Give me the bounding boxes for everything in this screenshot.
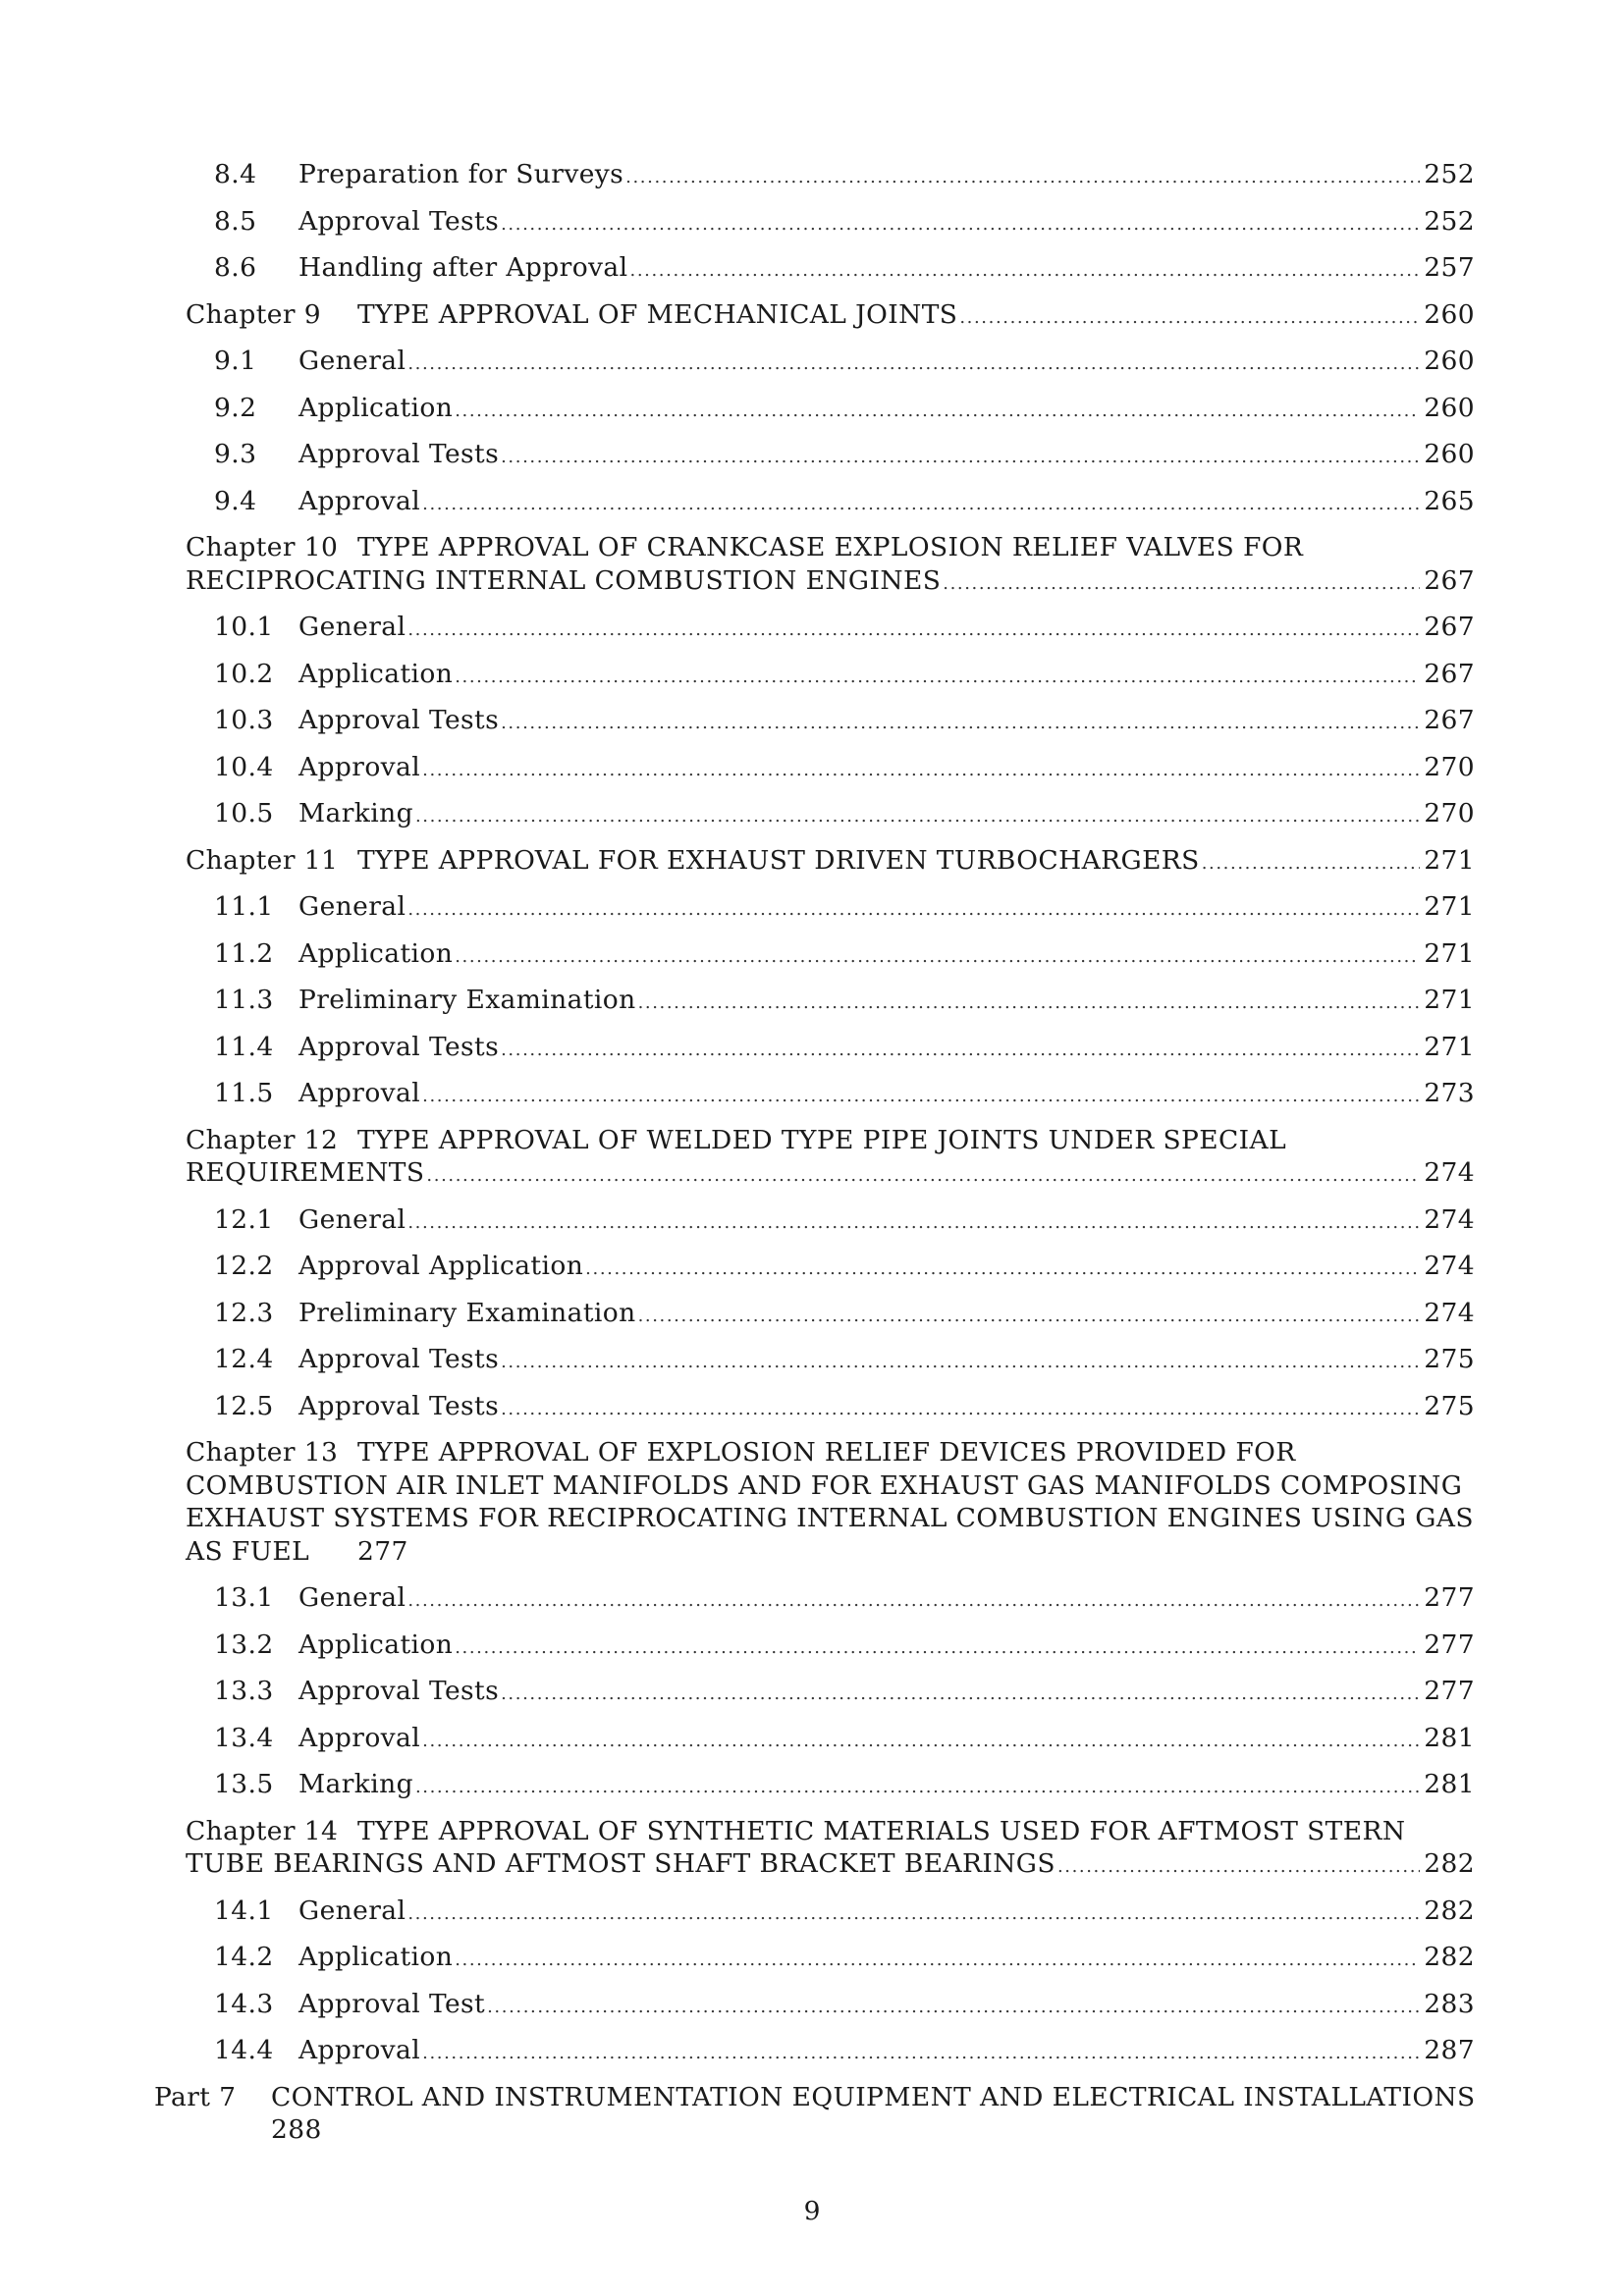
- dot-leader: [422, 751, 1420, 790]
- toc-entry[interactable]: [214, 608, 1475, 647]
- toc-entry-page: 265: [1424, 485, 1475, 516]
- toc-entry[interactable]: [186, 1153, 1475, 1193]
- toc-entry-title: Preparation for Surveys: [298, 159, 624, 189]
- toc-entry-number: 10.3: [214, 705, 274, 735]
- toc-entry[interactable]: [214, 1201, 1475, 1240]
- toc-entry[interactable]: [214, 1985, 1475, 2024]
- toc-entry-page: 275: [1424, 1344, 1475, 1374]
- toc-entry-page: 270: [1424, 798, 1475, 828]
- dot-leader: [422, 1077, 1420, 1116]
- toc-entry-page: 281: [1424, 1722, 1475, 1753]
- toc-entry[interactable]: [214, 1294, 1475, 1333]
- toc-entry-title: Marking: [298, 1769, 413, 1799]
- toc-entry-page: 275: [1424, 1390, 1475, 1421]
- toc-entry[interactable]: [214, 701, 1475, 740]
- toc-entry[interactable]: [214, 202, 1475, 241]
- toc-entry-page: 288: [271, 2114, 322, 2145]
- dot-leader: [407, 611, 1420, 650]
- toc-entry-number: 10.2: [214, 658, 274, 689]
- toc-entry[interactable]: [214, 2031, 1475, 2070]
- dot-leader: [455, 1941, 1420, 1980]
- toc-entry-title: General: [298, 1895, 406, 1926]
- dot-leader: [630, 251, 1421, 291]
- toc-entry-page: 274: [1424, 1157, 1475, 1188]
- toc-entry-number: 12.2: [214, 1251, 274, 1281]
- toc-entry-title: COMBUSTION AIR INLET MANIFOLDS AND FOR EXHAUST GAS MANIFOLDS COMPOSING: [186, 1469, 1463, 1501]
- toc-entry-page: 271: [1424, 937, 1475, 969]
- toc-entry-title: Approval Test: [298, 1988, 486, 2019]
- dot-leader: [426, 1156, 1420, 1196]
- toc-entry-title: TUBE BEARINGS AND AFTMOST SHAFT BRACKET BEARINGS: [186, 1848, 1056, 1879]
- toc-entry-title: RECIPROCATING INTERNAL COMBUSTION ENGINES: [186, 564, 942, 596]
- toc-entry-number: 8.4: [214, 159, 257, 189]
- toc-entry-title: Approval: [298, 485, 421, 516]
- toc-entry-page: 282: [1424, 1942, 1475, 1972]
- toc-entry-number: 13.1: [214, 1582, 274, 1613]
- toc-entry-number: 10.1: [214, 612, 274, 642]
- toc-entry-page: 277: [1424, 1582, 1475, 1613]
- toc-entry-title: TYPE APPROVAL OF EXPLOSION RELIEF DEVICES PROVIDED FOR: [357, 1437, 1296, 1468]
- dot-leader: [415, 797, 1420, 836]
- toc-entry-number: 12.4: [214, 1344, 274, 1374]
- toc-entry[interactable]: [214, 1028, 1475, 1067]
- toc-entry-title: Application: [298, 937, 454, 969]
- dot-leader: [943, 564, 1420, 604]
- toc-entry-page: 271: [1424, 1031, 1475, 1062]
- toc-entry-page: 277: [1424, 1629, 1475, 1660]
- toc-entry-title: Handling after Approval: [298, 252, 628, 283]
- dot-leader: [407, 1895, 1420, 1934]
- toc-entry[interactable]: [186, 841, 1475, 881]
- toc-entry-title: Approval: [298, 1078, 421, 1108]
- toc-entry[interactable]: [186, 1532, 408, 1572]
- toc-entry-number: Chapter 10: [186, 532, 339, 562]
- toc-entry-page: 274: [1424, 1297, 1475, 1328]
- toc-entry-page: 260: [1424, 346, 1475, 376]
- toc-entry-page: 271: [1424, 891, 1475, 922]
- toc-entry-number: Chapter 11: [186, 844, 339, 876]
- toc-entry-number: 12.5: [214, 1390, 274, 1421]
- toc-entry-title: General: [298, 1203, 406, 1235]
- toc-entry-title: Approval Application: [298, 1251, 584, 1281]
- toc-entry-title: AS FUEL: [186, 1535, 310, 1567]
- toc-entry-title: Approval Tests: [298, 1344, 500, 1374]
- toc-entry-page: 282: [1424, 1848, 1475, 1879]
- toc-entry[interactable]: [214, 1719, 1475, 1758]
- toc-entry-page: 281: [1424, 1769, 1475, 1799]
- toc-entry[interactable]: [214, 1247, 1475, 1286]
- toc-entry-number: Part 7: [154, 2081, 237, 2112]
- dot-leader: [1057, 1847, 1420, 1887]
- toc-entry-number: 10.5: [214, 798, 274, 828]
- toc-entry[interactable]: [214, 887, 1475, 927]
- toc-entry[interactable]: [214, 1672, 1475, 1711]
- toc-entry-number: 11.1: [214, 891, 274, 922]
- toc-entry-page: 274: [1424, 1203, 1475, 1235]
- dot-leader: [407, 890, 1420, 930]
- dot-leader: [501, 438, 1420, 477]
- toc-entry-title: Approval Tests: [298, 205, 500, 237]
- toc-entry-page: 271: [1424, 844, 1475, 876]
- dot-leader: [1202, 844, 1421, 883]
- dot-leader: [638, 1297, 1421, 1336]
- toc-entry-title: General: [298, 346, 406, 376]
- toc-entry-page: 277: [1424, 1676, 1475, 1706]
- toc-entry-title: Preliminary Examination: [298, 1297, 636, 1328]
- toc-entry-title: General: [298, 612, 406, 642]
- toc-entry-title: Application: [298, 658, 454, 689]
- dot-leader: [501, 704, 1420, 743]
- dot-leader: [501, 1390, 1420, 1429]
- toc-entry[interactable]: [214, 748, 1475, 787]
- toc-entry[interactable]: [214, 1578, 1475, 1618]
- toc-entry-page: 270: [1424, 751, 1475, 782]
- toc-entry-number: 11.3: [214, 985, 274, 1015]
- dot-leader: [959, 298, 1420, 338]
- toc-entry-title: Approval: [298, 751, 421, 782]
- toc-entry-number: Chapter 13: [186, 1437, 339, 1468]
- toc-entry[interactable]: [186, 295, 1475, 335]
- toc-entry-number: 8.5: [214, 205, 257, 237]
- dot-leader: [625, 158, 1420, 197]
- toc-entry-number: 10.4: [214, 751, 274, 782]
- toc-entry-page: 260: [1424, 298, 1475, 330]
- toc-entry[interactable]: [214, 248, 1475, 288]
- toc-entry-number: 13.3: [214, 1676, 274, 1706]
- toc-entry-title: General: [298, 891, 406, 922]
- toc-entry[interactable]: [186, 1844, 1475, 1884]
- toc-entry-page: 283: [1424, 1988, 1475, 2019]
- dot-leader: [487, 1988, 1420, 2027]
- toc-entry-page: 252: [1424, 205, 1475, 237]
- toc-entry[interactable]: [214, 389, 1475, 428]
- toc-entry-title: Preliminary Examination: [298, 985, 636, 1015]
- toc-entry-number: 9.4: [214, 485, 257, 516]
- dot-leader: [455, 937, 1420, 977]
- dot-leader: [455, 392, 1420, 431]
- toc-entry-title: REQUIREMENTS: [186, 1157, 425, 1188]
- toc-entry[interactable]: [186, 561, 1475, 601]
- toc-entry-page: 260: [1424, 392, 1475, 423]
- toc-entry-number: 14.2: [214, 1942, 274, 1972]
- dot-leader: [638, 984, 1421, 1023]
- toc-entry-number: 11.2: [214, 937, 274, 969]
- toc-entry[interactable]: [214, 1765, 1475, 1804]
- dot-leader: [501, 1343, 1420, 1382]
- toc-entry-title: TYPE APPROVAL OF SYNTHETIC MATERIALS USED FOR AFTMOST STERN: [357, 1815, 1406, 1846]
- toc-entry-title: TYPE APPROVAL OF WELDED TYPE PIPE JOINTS UNDER SPECIAL: [357, 1124, 1287, 1155]
- toc-entry-number: 13.5: [214, 1769, 274, 1799]
- toc-entry[interactable]: [214, 342, 1475, 381]
- toc-entry-page: 282: [1424, 1895, 1475, 1926]
- toc-entry-title: Approval: [298, 1722, 421, 1753]
- toc-entry[interactable]: [214, 1626, 1475, 1665]
- toc-entry-number: 13.2: [214, 1629, 274, 1660]
- toc-entry-title: Approval Tests: [298, 705, 500, 735]
- dot-leader: [422, 1722, 1420, 1761]
- toc-entry-page: 260: [1424, 439, 1475, 469]
- toc-entry-number: 8.6: [214, 252, 257, 283]
- toc-entry-title: Approval Tests: [298, 439, 500, 469]
- toc-entry[interactable]: [214, 155, 1475, 194]
- toc-entry-page: 267: [1424, 564, 1475, 596]
- toc-entry[interactable]: [214, 1892, 1475, 1931]
- toc-entry-number: 14.1: [214, 1895, 274, 1926]
- toc-entry-number: 14.4: [214, 2035, 274, 2065]
- dot-leader: [422, 485, 1420, 524]
- toc-entry[interactable]: [214, 794, 1475, 833]
- toc-entry-number: 9.2: [214, 392, 257, 423]
- toc-entry-title: TYPE APPROVAL OF MECHANICAL JOINTS: [357, 298, 958, 330]
- toc-entry[interactable]: [214, 482, 1475, 521]
- toc-entry[interactable]: [214, 1387, 1475, 1426]
- toc-entry-page: 267: [1424, 705, 1475, 735]
- dot-leader: [455, 1629, 1420, 1668]
- toc-entry-number: 13.4: [214, 1722, 274, 1753]
- toc-entry-number: 11.5: [214, 1078, 274, 1108]
- toc-entry-page: 252: [1424, 159, 1475, 189]
- toc-entry-title: TYPE APPROVAL FOR EXHAUST DRIVEN TURBOCHARGERS: [357, 844, 1200, 876]
- toc-entry-title: Approval Tests: [298, 1390, 500, 1421]
- dot-leader: [407, 345, 1420, 384]
- dot-leader: [422, 2034, 1420, 2073]
- toc-entry[interactable]: [214, 981, 1475, 1020]
- toc-entry-title: Marking: [298, 798, 413, 828]
- toc-entry-title: Approval Tests: [298, 1031, 500, 1062]
- dot-leader: [415, 1768, 1420, 1807]
- toc-entry-number: 12.3: [214, 1297, 274, 1328]
- toc-entry-page: 274: [1424, 1251, 1475, 1281]
- toc-entry-number: Chapter 14: [186, 1815, 339, 1846]
- dot-leader: [501, 1675, 1420, 1714]
- toc-entry-page: 257: [1424, 252, 1475, 283]
- page-number: 9: [803, 2196, 821, 2226]
- toc-entry[interactable]: [214, 1074, 1475, 1113]
- toc-entry-title: Application: [298, 392, 454, 423]
- dot-leader: [501, 205, 1420, 244]
- toc-entry-title: Approval Tests: [298, 1676, 500, 1706]
- dot-leader: [407, 1581, 1420, 1621]
- toc-entry-number: Chapter 9: [186, 298, 321, 330]
- toc-entry-title: Application: [298, 1629, 454, 1660]
- dot-leader: [585, 1250, 1420, 1289]
- toc-entry[interactable]: [214, 435, 1475, 474]
- toc-entry-number: 14.3: [214, 1988, 274, 2019]
- dot-leader: [455, 658, 1420, 697]
- toc-part-heading: [154, 2078, 1476, 2117]
- toc-entry-page: 273: [1424, 1078, 1475, 1108]
- toc-entry-title: Approval: [298, 2035, 421, 2065]
- toc-entry-title: CONTROL AND INSTRUMENTATION EQUIPMENT AND ELECTRICAL INSTALLATIONS: [271, 2081, 1476, 2112]
- toc-entry-title: Application: [298, 1942, 454, 1972]
- dot-leader: [501, 1031, 1420, 1070]
- toc-entry-page: 287: [1424, 2035, 1475, 2065]
- toc-entry[interactable]: [214, 1340, 1475, 1379]
- toc-entry[interactable]: [214, 934, 1475, 974]
- toc-entry-page: 267: [1424, 658, 1475, 689]
- toc-entry-page: 267: [1424, 612, 1475, 642]
- toc-entry[interactable]: [214, 655, 1475, 694]
- toc-entry-number: 9.1: [214, 346, 257, 376]
- toc-entry-page: 271: [1424, 985, 1475, 1015]
- toc-entry-page: 277: [357, 1535, 408, 1567]
- toc-entry[interactable]: [214, 1938, 1475, 1977]
- toc-entry-number: Chapter 12: [186, 1124, 339, 1155]
- toc-entry-title: General: [298, 1582, 406, 1613]
- toc-entry-number: 9.3: [214, 439, 257, 469]
- toc-entry-number: 11.4: [214, 1031, 274, 1062]
- toc-entry-title: TYPE APPROVAL OF CRANKCASE EXPLOSION RELIEF VALVES FOR: [357, 532, 1304, 562]
- toc-entry-number: 12.1: [214, 1203, 274, 1235]
- toc-entry-title: EXHAUST SYSTEMS FOR RECIPROCATING INTERNAL COMBUSTION ENGINES USING GAS: [186, 1503, 1474, 1533]
- dot-leader: [407, 1203, 1420, 1243]
